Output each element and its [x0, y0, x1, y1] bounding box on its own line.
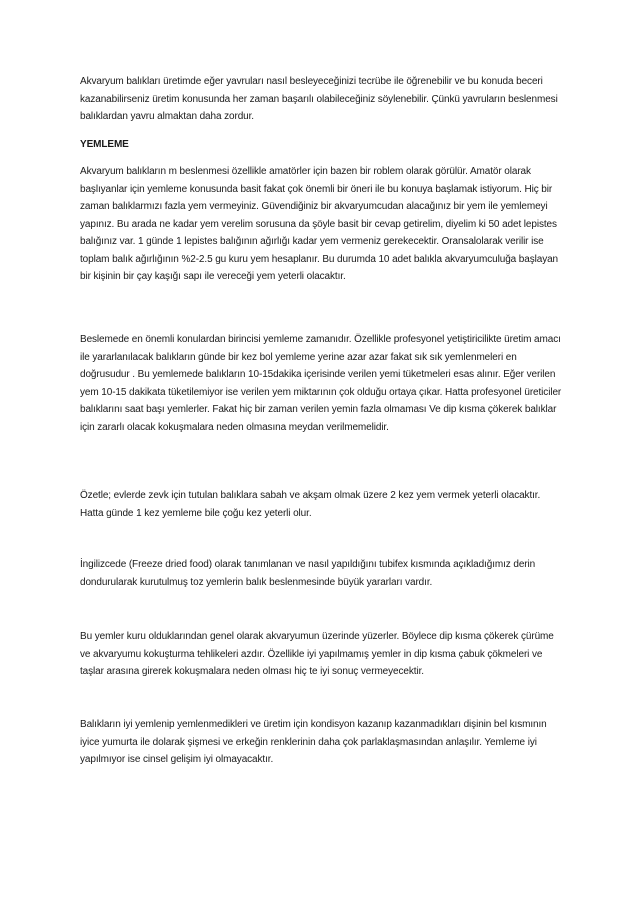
paragraph-feeding-amount: Akvaryum balıkların m beslenmesi özellikle amatörler için bazen bir roblem olarak görülür. Amatör olarak başlıyanlar için yemleme konusunda basit fakat çok önemli bir öneri ile bu konuya başlamak istiyorum. Hiç bir zaman balıklarmızı fazla yem vermeyiniz. Güvendiğiniz bir akvaryumcudan alacağınız bir yem ile yemlemeyi yapınız. Bu arada ne kadar yem verelim sorusuna da şöyle basit bir cevap getirelim, diyelim ki 50 adet lepistes balığınız var. 1 günde 1 lepistes balığının ağırlığı kadar yem vermeniz gerekecektir. Oransalolarak verilir ise toplam balık ağırlığının %2-2.5 gu kuru yem hesaplanır. Bu durumda 10 adet balıkla akvaryumculuğa başlayan bir kişinin bir çay kaşığı sapı ile vereceği yem yeterli olacaktır.	[80, 166, 559, 282]
paragraph-dry-food: Bu yemler kuru olduklarından genel olarak akvaryumun üzerinde yüzerler. Böylece dip kısma çökerek çürüme ve akvaryumu kokuşturma tehlikeleri azdır. Özellikle iyi yapılmamış yemler in dip kısma çabuk çökmeleri ve taşlar arasına girerek kokuşmalara neden olması hiç te iyi sonuç vermeyecektir.	[80, 631, 554, 677]
paragraph-freeze-dried: İngilizcede (Freeze dried food) olarak tanımlanan ve nasıl yapıldığını tubifex kısmında açıkladığımız derin dondurularak kurutulmuş toz yemlerin balık beslenmesinde büyük yararları vardır.	[80, 559, 536, 588]
paragraph-feeding-time: Beslemede en önemli konulardan birincisi yemleme zamanıdır. Özellikle profesyonel yetiştiricilikte üretim amacı ile yararlanılacak balıkların günde bir kez bol yemleme yerine azar azar fakat sık sık yemlenmeleri en doğrusudur . Bu yemlemede balıkların 10-15dakika içerisinde verilen yemi tüketmeleri esas alınır. Eğer verilen yem 10-15 dakikata tüketilemiyor ise verilen yem miktarının çok olduğu ortaya çıkar. Hatta profesyonel üreticiler balıklarını saat başı yemlerler. Fakat hiç bir zaman verilen yemin fazla olmaması Ve dip kısma çökerek balıklar için zararlı olacak kokuşmalara neden olmasına meydan verilmemelidir.	[80, 334, 562, 433]
intro-paragraph: Akvaryum balıkları üretimde eğer yavruları nasıl besleyeceğinizi tecrübe ile öğrenebilir ve bu konuda beceri kazanabilirseniz üretim konusunda her zaman başarılı olabileceğiniz söylenebilir. Çünkü yavruların beslenmesi balıklardan yavru almaktan daha zordur.	[80, 76, 558, 122]
paragraph-condition: Balıkların iyi yemlenip yemlenmedikleri ve üretim için kondisyon kazanıp kazanmadıkları dişinin bel kısmının iyice yumurta ile dolarak şişmesi ve erkeğin renklerinin daha çok parlaklaşmasından anlaşılır. Yemleme iyi yapılmıyor ise cinsel gelişim iyi olmayacaktır.	[80, 719, 547, 765]
section-heading: YEMLEME	[80, 139, 129, 150]
paragraph-summary: Özetle; evlerde zevk için tutulan balıklara sabah ve akşam olmak üzere 2 kez yem vermek yeterli olacaktır. Hatta günde 1 kez yemleme bile çoğu kez yeterli olur.	[80, 490, 541, 519]
